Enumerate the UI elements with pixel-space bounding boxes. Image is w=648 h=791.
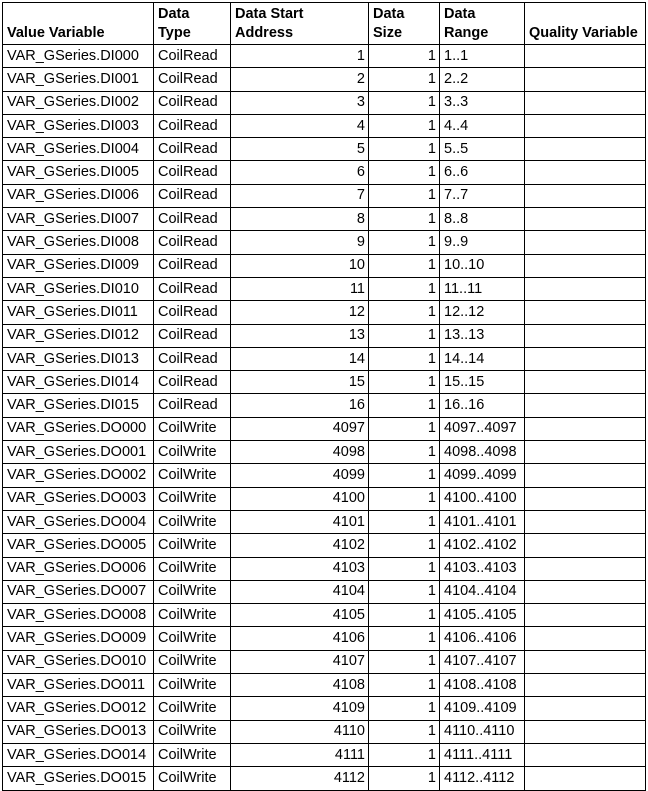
table-row bbox=[3, 231, 646, 254]
table-body bbox=[3, 45, 646, 791]
cell-data-size: 1 bbox=[369, 580, 440, 603]
cell-data-size: 1 bbox=[369, 604, 440, 627]
cell-data-start-address: 13 bbox=[231, 324, 369, 347]
cell-data-type: CoilWrite bbox=[154, 487, 231, 510]
table-row bbox=[3, 720, 646, 743]
cell-value-variable: VAR_GSeries.DI001 bbox=[3, 68, 154, 91]
cell-data-size: 1 bbox=[369, 68, 440, 91]
cell-data-start-address: 6 bbox=[231, 161, 369, 184]
cell-data-range: 4112..4112 bbox=[440, 767, 525, 790]
cell-data-size: 1 bbox=[369, 324, 440, 347]
table-row bbox=[3, 394, 646, 417]
cell-data-type: CoilWrite bbox=[154, 464, 231, 487]
cell-data-size: 1 bbox=[369, 301, 440, 324]
header-size-line2: Size bbox=[373, 25, 403, 41]
cell-data-start-address: 4103 bbox=[231, 557, 369, 580]
cell-data-type: CoilWrite bbox=[154, 580, 231, 603]
table-row bbox=[3, 277, 646, 300]
cell-quality-variable bbox=[525, 534, 646, 557]
cell-value-variable: VAR_GSeries.DO001 bbox=[3, 441, 154, 464]
cell-value-variable: VAR_GSeries.DO014 bbox=[3, 743, 154, 766]
cell-data-start-address: 4107 bbox=[231, 650, 369, 673]
header-size-line1: Data bbox=[373, 6, 405, 22]
cell-data-size: 1 bbox=[369, 231, 440, 254]
cell-value-variable: VAR_GSeries.DI003 bbox=[3, 114, 154, 137]
cell-quality-variable bbox=[525, 301, 646, 324]
cell-quality-variable bbox=[525, 45, 646, 68]
header-quality-variable-label: Quality Variable bbox=[529, 25, 638, 41]
cell-data-range: 11..11 bbox=[440, 277, 525, 300]
table-row bbox=[3, 114, 646, 137]
cell-data-size: 1 bbox=[369, 45, 440, 68]
table-row bbox=[3, 534, 646, 557]
table-row bbox=[3, 510, 646, 533]
cell-data-start-address: 14 bbox=[231, 347, 369, 370]
cell-quality-variable bbox=[525, 114, 646, 137]
cell-data-type: CoilWrite bbox=[154, 510, 231, 533]
variable-mapping-table bbox=[2, 2, 646, 791]
cell-quality-variable bbox=[525, 720, 646, 743]
table-row bbox=[3, 464, 646, 487]
cell-data-range: 13..13 bbox=[440, 324, 525, 347]
cell-value-variable: VAR_GSeries.DO007 bbox=[3, 580, 154, 603]
cell-data-range: 1..1 bbox=[440, 45, 525, 68]
table-row bbox=[3, 604, 646, 627]
cell-data-type: CoilWrite bbox=[154, 627, 231, 650]
cell-quality-variable bbox=[525, 580, 646, 603]
header-data-start-address bbox=[231, 3, 369, 45]
cell-data-type: CoilWrite bbox=[154, 417, 231, 440]
cell-data-range: 6..6 bbox=[440, 161, 525, 184]
cell-value-variable: VAR_GSeries.DO010 bbox=[3, 650, 154, 673]
cell-quality-variable bbox=[525, 743, 646, 766]
cell-data-type: CoilRead bbox=[154, 394, 231, 417]
cell-value-variable: VAR_GSeries.DI014 bbox=[3, 371, 154, 394]
cell-data-range: 5..5 bbox=[440, 138, 525, 161]
cell-data-range: 15..15 bbox=[440, 371, 525, 394]
header-row bbox=[3, 3, 646, 45]
cell-data-type: CoilWrite bbox=[154, 720, 231, 743]
cell-data-type: CoilRead bbox=[154, 347, 231, 370]
header-start-line2: Address bbox=[235, 25, 294, 41]
cell-value-variable: VAR_GSeries.DI002 bbox=[3, 91, 154, 114]
cell-value-variable: VAR_GSeries.DI007 bbox=[3, 208, 154, 231]
cell-value-variable: VAR_GSeries.DO003 bbox=[3, 487, 154, 510]
cell-data-start-address: 4097 bbox=[231, 417, 369, 440]
cell-quality-variable bbox=[525, 767, 646, 790]
cell-data-start-address: 4100 bbox=[231, 487, 369, 510]
cell-data-size: 1 bbox=[369, 441, 440, 464]
cell-data-range: 4111..4111 bbox=[440, 743, 525, 766]
cell-quality-variable bbox=[525, 697, 646, 720]
cell-data-range: 4108..4108 bbox=[440, 674, 525, 697]
cell-data-size: 1 bbox=[369, 417, 440, 440]
cell-quality-variable bbox=[525, 231, 646, 254]
cell-data-start-address: 5 bbox=[231, 138, 369, 161]
cell-value-variable: VAR_GSeries.DI011 bbox=[3, 301, 154, 324]
table-row bbox=[3, 697, 646, 720]
table-row bbox=[3, 371, 646, 394]
cell-quality-variable bbox=[525, 464, 646, 487]
table-row bbox=[3, 138, 646, 161]
table-row bbox=[3, 45, 646, 68]
cell-quality-variable bbox=[525, 277, 646, 300]
cell-data-start-address: 4099 bbox=[231, 464, 369, 487]
cell-data-start-address: 4102 bbox=[231, 534, 369, 557]
cell-data-type: CoilWrite bbox=[154, 767, 231, 790]
cell-data-start-address: 4110 bbox=[231, 720, 369, 743]
cell-data-start-address: 8 bbox=[231, 208, 369, 231]
cell-data-start-address: 2 bbox=[231, 68, 369, 91]
table-row bbox=[3, 627, 646, 650]
cell-data-range: 4102..4102 bbox=[440, 534, 525, 557]
cell-value-variable: VAR_GSeries.DI005 bbox=[3, 161, 154, 184]
cell-data-size: 1 bbox=[369, 720, 440, 743]
cell-data-size: 1 bbox=[369, 138, 440, 161]
cell-data-size: 1 bbox=[369, 184, 440, 207]
cell-data-start-address: 4105 bbox=[231, 604, 369, 627]
cell-data-size: 1 bbox=[369, 114, 440, 137]
cell-data-start-address: 11 bbox=[231, 277, 369, 300]
cell-data-type: CoilRead bbox=[154, 277, 231, 300]
cell-data-range: 4105..4105 bbox=[440, 604, 525, 627]
cell-data-type: CoilRead bbox=[154, 91, 231, 114]
cell-data-range: 4106..4106 bbox=[440, 627, 525, 650]
cell-quality-variable bbox=[525, 371, 646, 394]
cell-quality-variable bbox=[525, 510, 646, 533]
cell-data-type: CoilRead bbox=[154, 161, 231, 184]
cell-value-variable: VAR_GSeries.DO009 bbox=[3, 627, 154, 650]
cell-data-size: 1 bbox=[369, 557, 440, 580]
cell-data-start-address: 1 bbox=[231, 45, 369, 68]
cell-data-size: 1 bbox=[369, 277, 440, 300]
table-row bbox=[3, 254, 646, 277]
header-range-line2: Range bbox=[444, 25, 489, 41]
cell-quality-variable bbox=[525, 417, 646, 440]
header-start-line1: Data Start bbox=[235, 6, 304, 22]
cell-value-variable: VAR_GSeries.DI012 bbox=[3, 324, 154, 347]
cell-data-start-address: 4112 bbox=[231, 767, 369, 790]
cell-data-start-address: 3 bbox=[231, 91, 369, 114]
cell-data-type: CoilWrite bbox=[154, 557, 231, 580]
cell-data-range: 12..12 bbox=[440, 301, 525, 324]
cell-data-start-address: 15 bbox=[231, 371, 369, 394]
cell-quality-variable bbox=[525, 627, 646, 650]
cell-value-variable: VAR_GSeries.DO000 bbox=[3, 417, 154, 440]
table-row bbox=[3, 650, 646, 673]
cell-data-start-address: 4 bbox=[231, 114, 369, 137]
cell-data-size: 1 bbox=[369, 371, 440, 394]
cell-data-type: CoilWrite bbox=[154, 697, 231, 720]
header-data-range bbox=[440, 3, 525, 45]
header-value-variable-label: Value Variable bbox=[7, 25, 105, 41]
cell-quality-variable bbox=[525, 138, 646, 161]
cell-data-type: CoilRead bbox=[154, 371, 231, 394]
cell-quality-variable bbox=[525, 161, 646, 184]
cell-data-range: 16..16 bbox=[440, 394, 525, 417]
table-row bbox=[3, 767, 646, 790]
table-row bbox=[3, 301, 646, 324]
table-header bbox=[3, 3, 646, 45]
cell-data-size: 1 bbox=[369, 254, 440, 277]
table-row bbox=[3, 161, 646, 184]
cell-data-start-address: 12 bbox=[231, 301, 369, 324]
table-row bbox=[3, 487, 646, 510]
table-row bbox=[3, 557, 646, 580]
table-row bbox=[3, 324, 646, 347]
cell-value-variable: VAR_GSeries.DI013 bbox=[3, 347, 154, 370]
cell-data-range: 3..3 bbox=[440, 91, 525, 114]
cell-data-type: CoilRead bbox=[154, 184, 231, 207]
cell-value-variable: VAR_GSeries.DO008 bbox=[3, 604, 154, 627]
cell-quality-variable bbox=[525, 208, 646, 231]
cell-data-range: 4110..4110 bbox=[440, 720, 525, 743]
cell-value-variable: VAR_GSeries.DI010 bbox=[3, 277, 154, 300]
cell-data-size: 1 bbox=[369, 650, 440, 673]
cell-data-type: CoilWrite bbox=[154, 650, 231, 673]
cell-quality-variable bbox=[525, 254, 646, 277]
cell-data-range: 7..7 bbox=[440, 184, 525, 207]
cell-data-type: CoilRead bbox=[154, 231, 231, 254]
cell-data-size: 1 bbox=[369, 697, 440, 720]
cell-data-size: 1 bbox=[369, 208, 440, 231]
cell-data-type: CoilRead bbox=[154, 45, 231, 68]
cell-data-range: 4097..4097 bbox=[440, 417, 525, 440]
header-data-type-line1: Data bbox=[158, 6, 190, 22]
cell-value-variable: VAR_GSeries.DI000 bbox=[3, 45, 154, 68]
cell-data-range: 4107..4107 bbox=[440, 650, 525, 673]
cell-value-variable: VAR_GSeries.DO013 bbox=[3, 720, 154, 743]
cell-data-type: CoilWrite bbox=[154, 604, 231, 627]
cell-data-range: 4109..4109 bbox=[440, 697, 525, 720]
cell-value-variable: VAR_GSeries.DO004 bbox=[3, 510, 154, 533]
cell-data-type: CoilWrite bbox=[154, 534, 231, 557]
cell-data-range: 4103..4103 bbox=[440, 557, 525, 580]
table-row bbox=[3, 674, 646, 697]
cell-value-variable: VAR_GSeries.DI004 bbox=[3, 138, 154, 161]
header-range-line1: Data bbox=[444, 6, 476, 22]
cell-data-range: 2..2 bbox=[440, 68, 525, 91]
cell-data-range: 4101..4101 bbox=[440, 510, 525, 533]
cell-value-variable: VAR_GSeries.DO005 bbox=[3, 534, 154, 557]
cell-data-range: 9..9 bbox=[440, 231, 525, 254]
cell-data-size: 1 bbox=[369, 767, 440, 790]
cell-data-size: 1 bbox=[369, 674, 440, 697]
cell-quality-variable bbox=[525, 674, 646, 697]
cell-data-range: 4104..4104 bbox=[440, 580, 525, 603]
cell-data-start-address: 4101 bbox=[231, 510, 369, 533]
cell-data-start-address: 4111 bbox=[231, 743, 369, 766]
cell-data-size: 1 bbox=[369, 510, 440, 533]
cell-quality-variable bbox=[525, 441, 646, 464]
header-quality-variable bbox=[525, 3, 646, 45]
cell-data-range: 8..8 bbox=[440, 208, 525, 231]
cell-quality-variable bbox=[525, 347, 646, 370]
cell-value-variable: VAR_GSeries.DO011 bbox=[3, 674, 154, 697]
cell-value-variable: VAR_GSeries.DI008 bbox=[3, 231, 154, 254]
table-row bbox=[3, 347, 646, 370]
table-row bbox=[3, 208, 646, 231]
cell-data-range: 4098..4098 bbox=[440, 441, 525, 464]
cell-data-range: 10..10 bbox=[440, 254, 525, 277]
table-row bbox=[3, 184, 646, 207]
cell-quality-variable bbox=[525, 91, 646, 114]
cell-data-range: 4100..4100 bbox=[440, 487, 525, 510]
table-row bbox=[3, 68, 646, 91]
cell-data-type: CoilWrite bbox=[154, 441, 231, 464]
cell-data-type: CoilRead bbox=[154, 114, 231, 137]
cell-data-type: CoilRead bbox=[154, 254, 231, 277]
cell-value-variable: VAR_GSeries.DO002 bbox=[3, 464, 154, 487]
table-row bbox=[3, 91, 646, 114]
cell-data-type: CoilWrite bbox=[154, 743, 231, 766]
cell-data-start-address: 4108 bbox=[231, 674, 369, 697]
cell-data-size: 1 bbox=[369, 487, 440, 510]
cell-quality-variable bbox=[525, 604, 646, 627]
cell-data-start-address: 10 bbox=[231, 254, 369, 277]
cell-value-variable: VAR_GSeries.DI009 bbox=[3, 254, 154, 277]
cell-data-size: 1 bbox=[369, 534, 440, 557]
cell-data-start-address: 4109 bbox=[231, 697, 369, 720]
table-row bbox=[3, 441, 646, 464]
cell-data-type: CoilRead bbox=[154, 301, 231, 324]
cell-quality-variable bbox=[525, 184, 646, 207]
header-data-type bbox=[154, 3, 231, 45]
cell-data-size: 1 bbox=[369, 161, 440, 184]
cell-data-type: CoilRead bbox=[154, 138, 231, 161]
cell-data-size: 1 bbox=[369, 627, 440, 650]
cell-value-variable: VAR_GSeries.DO006 bbox=[3, 557, 154, 580]
cell-value-variable: VAR_GSeries.DI006 bbox=[3, 184, 154, 207]
cell-quality-variable bbox=[525, 487, 646, 510]
table-row bbox=[3, 580, 646, 603]
cell-data-start-address: 4098 bbox=[231, 441, 369, 464]
table-row bbox=[3, 743, 646, 766]
header-data-type-line2: Type bbox=[158, 25, 191, 41]
cell-data-start-address: 4106 bbox=[231, 627, 369, 650]
cell-data-start-address: 7 bbox=[231, 184, 369, 207]
cell-data-type: CoilRead bbox=[154, 208, 231, 231]
cell-data-size: 1 bbox=[369, 464, 440, 487]
cell-data-type: CoilRead bbox=[154, 68, 231, 91]
cell-data-size: 1 bbox=[369, 91, 440, 114]
header-data-size bbox=[369, 3, 440, 45]
cell-data-size: 1 bbox=[369, 743, 440, 766]
cell-data-type: CoilWrite bbox=[154, 674, 231, 697]
cell-data-size: 1 bbox=[369, 394, 440, 417]
cell-quality-variable bbox=[525, 394, 646, 417]
cell-value-variable: VAR_GSeries.DI015 bbox=[3, 394, 154, 417]
cell-data-start-address: 16 bbox=[231, 394, 369, 417]
cell-quality-variable bbox=[525, 68, 646, 91]
cell-data-start-address: 4104 bbox=[231, 580, 369, 603]
cell-value-variable: VAR_GSeries.DO015 bbox=[3, 767, 154, 790]
cell-data-range: 14..14 bbox=[440, 347, 525, 370]
cell-data-start-address: 9 bbox=[231, 231, 369, 254]
cell-value-variable: VAR_GSeries.DO012 bbox=[3, 697, 154, 720]
cell-data-type: CoilRead bbox=[154, 324, 231, 347]
cell-quality-variable bbox=[525, 324, 646, 347]
cell-quality-variable bbox=[525, 650, 646, 673]
cell-quality-variable bbox=[525, 557, 646, 580]
cell-data-range: 4..4 bbox=[440, 114, 525, 137]
table-row bbox=[3, 417, 646, 440]
header-value-variable bbox=[3, 3, 154, 45]
cell-data-size: 1 bbox=[369, 347, 440, 370]
cell-data-range: 4099..4099 bbox=[440, 464, 525, 487]
